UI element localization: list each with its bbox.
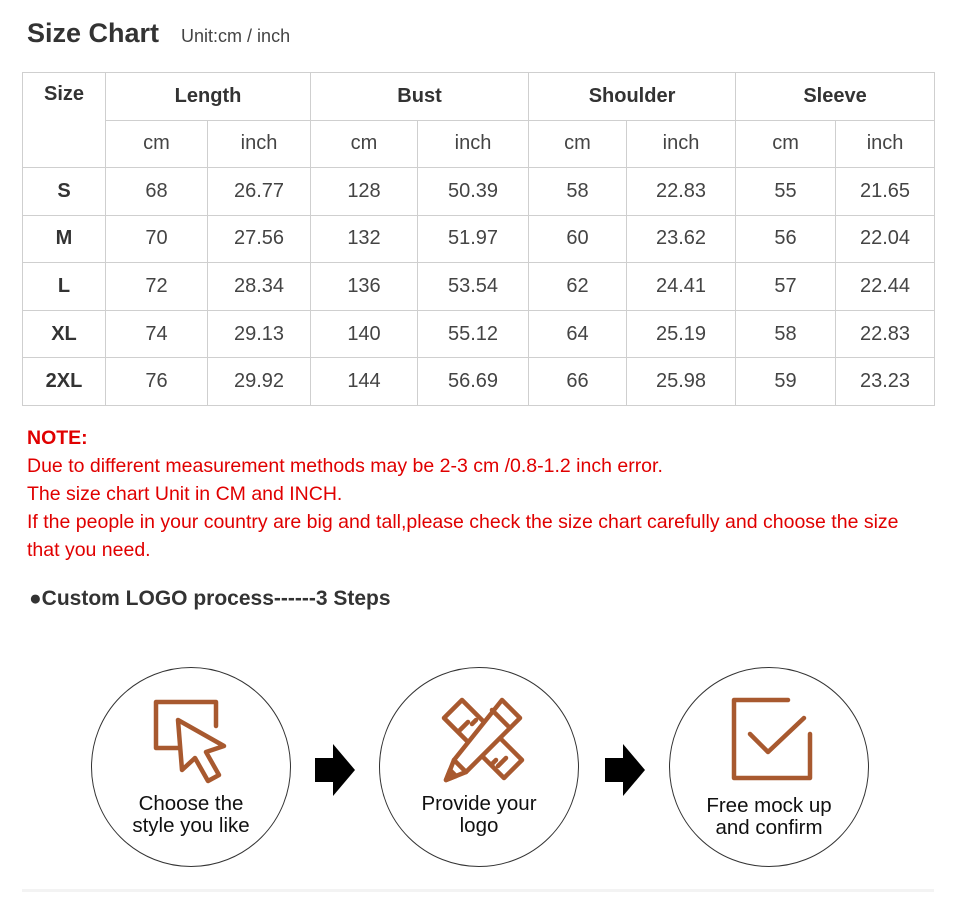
table-cell: 29.13 — [208, 310, 311, 358]
unit-label: Unit:cm / inch — [181, 26, 291, 46]
table-cell: 22.04 — [836, 215, 935, 263]
table-cell: 25.98 — [627, 358, 736, 406]
table-cell: 58 — [529, 168, 627, 216]
table-cell: 64 — [529, 310, 627, 358]
size-cell: L — [23, 263, 106, 311]
size-cell: XL — [23, 310, 106, 358]
table-cell: 29.92 — [208, 358, 311, 406]
note-line: The size chart Unit in CM and INCH. — [27, 483, 343, 505]
table-cell: 74 — [106, 310, 208, 358]
table-cell: 27.56 — [208, 215, 311, 263]
table-cell: 76 — [106, 358, 208, 406]
cursor-select-icon — [144, 696, 234, 788]
table-cell: 21.65 — [836, 168, 935, 216]
table-cell: 26.77 — [208, 168, 311, 216]
table-cell: 62 — [529, 263, 627, 311]
table-row — [23, 168, 935, 216]
bust-group-header: Bust — [311, 73, 529, 121]
unit-header: inch — [208, 120, 311, 168]
pencil-ruler-icon — [432, 694, 528, 790]
table-cell: 53.54 — [418, 263, 529, 311]
table-cell: 56 — [736, 215, 836, 263]
unit-header: inch — [627, 120, 736, 168]
step-2-circle — [379, 667, 579, 867]
table-cell: 58 — [736, 310, 836, 358]
unit-header: cm — [529, 120, 627, 168]
table-cell: 25.19 — [627, 310, 736, 358]
sleeve-group-header: Sleeve — [736, 73, 935, 121]
unit-header: inch — [418, 120, 529, 168]
step-1-circle — [91, 667, 291, 867]
table-cell: 144 — [311, 358, 418, 406]
table-cell: 128 — [311, 168, 418, 216]
size-chart-table — [22, 72, 935, 406]
table-cell: 66 — [529, 358, 627, 406]
divider — [22, 889, 934, 892]
table-cell: 22.83 — [836, 310, 935, 358]
table-cell: 24.41 — [627, 263, 736, 311]
unit-header: cm — [106, 120, 208, 168]
step-2-label-line2: logo — [459, 814, 499, 837]
size-column-header: Size — [23, 73, 106, 168]
step-3-label — [670, 795, 868, 839]
step-1-label-line2: style you like — [132, 814, 250, 837]
table-unit-row — [23, 120, 935, 168]
step-1-label-line1: Choose the — [138, 792, 244, 815]
table-cell: 60 — [529, 215, 627, 263]
table-cell: 55 — [736, 168, 836, 216]
table-cell: 22.44 — [836, 263, 935, 311]
arrow-right-icon — [603, 742, 647, 798]
table-row — [23, 310, 935, 358]
size-cell: M — [23, 215, 106, 263]
table-cell: 57 — [736, 263, 836, 311]
step-2-label-line1: Provide your — [421, 792, 537, 815]
table-cell: 23.62 — [627, 215, 736, 263]
unit-header: cm — [311, 120, 418, 168]
logo-process-title: ●Custom LOGO process------3 Steps — [29, 587, 391, 610]
note-line: Due to different measurement methods may be 2-3 cm /0.8-1.2 inch error. — [27, 455, 663, 477]
table-cell: 56.69 — [418, 358, 529, 406]
note-line: If the people in your country are big and tall,please check the size chart carefully and choose the size that you need. — [27, 511, 899, 561]
page-title: Size Chart — [27, 18, 160, 48]
unit-header: cm — [736, 120, 836, 168]
table-cell: 140 — [311, 310, 418, 358]
step-3-label-line1: Free mock up — [706, 794, 832, 817]
table-cell: 50.39 — [418, 168, 529, 216]
table-cell: 70 — [106, 215, 208, 263]
table-row — [23, 358, 935, 406]
step-3-circle — [669, 667, 869, 867]
step-1-label — [92, 793, 290, 837]
table-header-row — [23, 73, 935, 121]
table-cell: 59 — [736, 358, 836, 406]
step-2-label — [380, 793, 578, 837]
table-row — [23, 215, 935, 263]
checkbox-icon — [726, 694, 816, 784]
step-3-label-line2: and confirm — [715, 816, 823, 839]
note-title: NOTE: — [27, 427, 88, 449]
table-cell: 68 — [106, 168, 208, 216]
table-cell: 51.97 — [418, 215, 529, 263]
table-cell: 23.23 — [836, 358, 935, 406]
table-cell: 72 — [106, 263, 208, 311]
table-cell: 28.34 — [208, 263, 311, 311]
size-cell: S — [23, 168, 106, 216]
note-block — [27, 424, 927, 564]
unit-header: inch — [836, 120, 935, 168]
table-row — [23, 263, 935, 311]
size-cell: 2XL — [23, 358, 106, 406]
table-cell: 132 — [311, 215, 418, 263]
size-chart-header — [27, 18, 290, 49]
table-cell: 136 — [311, 263, 418, 311]
length-group-header: Length — [106, 73, 311, 121]
arrow-right-icon — [313, 742, 357, 798]
table-cell: 55.12 — [418, 310, 529, 358]
table-cell: 22.83 — [627, 168, 736, 216]
shoulder-group-header: Shoulder — [529, 73, 736, 121]
